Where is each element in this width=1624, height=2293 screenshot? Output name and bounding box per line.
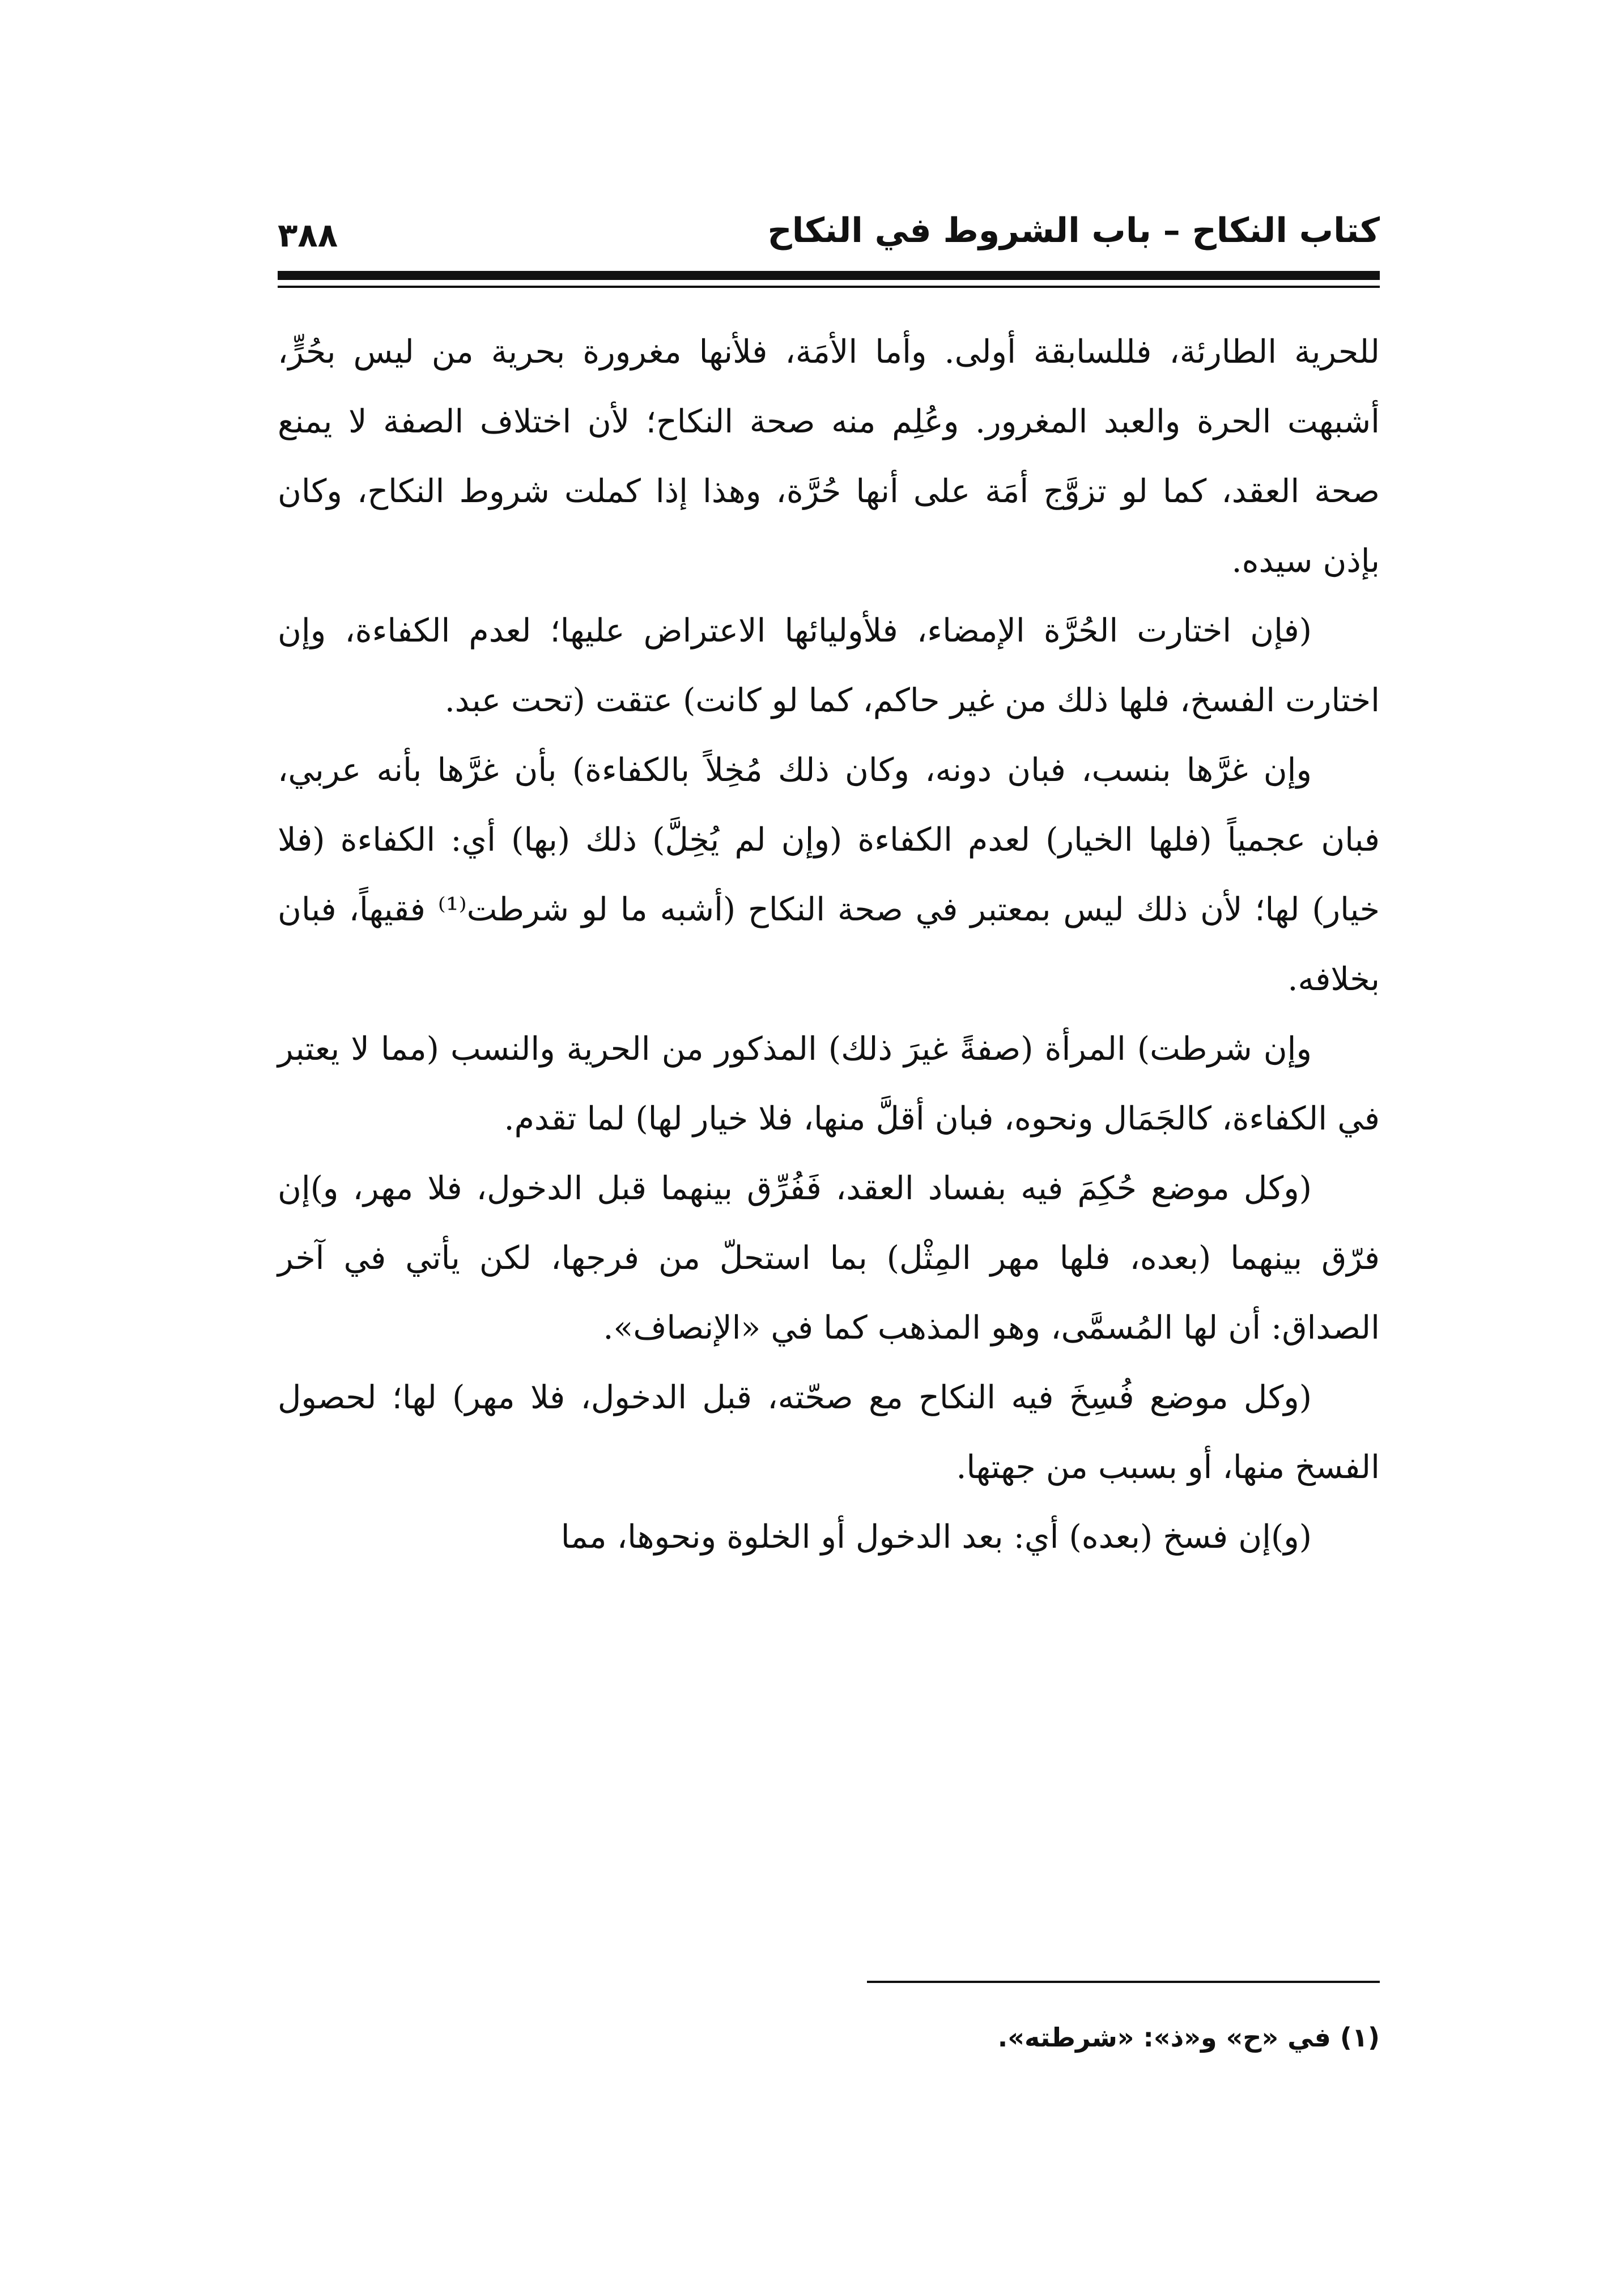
page-number: ٣٨٨	[278, 216, 338, 254]
paragraph-5: (وكل موضع حُكِمَ فيه بفساد العقد، فَفُرِّق بينهما قبل الدخول، فلا مهر، و)إن فرّق بينهما (بعده، فلها مهر المِثْل) بما استحلّ من فرجها، لكن يأتي في آخر الصداق: أن لها المُسمَّى، وهو المذهب كما في «الإنصاف».	[278, 1170, 1380, 1347]
body-text	[278, 317, 1380, 1572]
paragraph-3: وإن غرَّها بنسب، فبان دونه، وكان ذلك مُخِلاً بالكفاءة) بأن غرَّها بأنه عربي، فبان عجمياً (فلها الخيار) لعدم الكفاءة (وإن لم يُخِلَّ) ذلك (بها) أي: الكفاءة (فلا خيار) لها؛ لأن ذلك ليس بمعتبر في صحة النكاح (أشبه ما لو شرطت⁽¹⁾ فقيهاً، فبان بخلافه.	[278, 751, 1380, 998]
header-title: كتاب النكاح – باب الشروط في النكاح	[767, 211, 1380, 250]
paragraph-6: (وكل موضع فُسِخَ فيه النكاح مع صحّته، قبل الدخول، فلا مهر) لها؛ لحصول الفسخ منها، أو بسبب من جهتها.	[278, 1379, 1380, 1486]
paragraph-2: (فإن اختارت الحُرَّة الإمضاء، فلأوليائها الاعتراض عليها؛ لعدم الكفاءة، وإن اختارت الفسخ، فلها ذلك من غير حاكم، كما لو كانت) عتقت (تحت عبد.	[278, 612, 1380, 719]
paragraph-4: وإن شرطت) المرأة (صفةً غيرَ ذلك) المذكور من الحرية والنسب (مما لا يعتبر في الكفاءة، كالجَمَال ونحوه، فبان أقلَّ منها، فلا خيار لها) لما تقدم.	[278, 1030, 1380, 1137]
running-header	[278, 204, 1380, 258]
footnote: (١) في «ح» و«ذ»: «شرطته».	[997, 2022, 1380, 2053]
header-rule-thick	[278, 271, 1380, 280]
paragraph-1: للحرية الطارئة، فللسابقة أولى. وأما الأمَة، فلأنها مغرورة بحرية من ليس بحُرٍّ، أشبهت الحرة والعبد المغرور. وعُلِم منه صحة النكاح؛ لأن اختلاف الصفة لا يمنع صحة العقد، كما لو تزوَّج أمَة على أنها حُرَّة، وهذا إذا كملت شروط النكاح، وكان بإذن سيده.	[278, 333, 1380, 580]
header-rule-thin	[278, 286, 1380, 288]
footnote-separator	[867, 1981, 1380, 1983]
paragraph-7: (و)إن فسخ (بعده) أي: بعد الدخول أو الخلوة ونحوها، مما	[560, 1518, 1312, 1556]
